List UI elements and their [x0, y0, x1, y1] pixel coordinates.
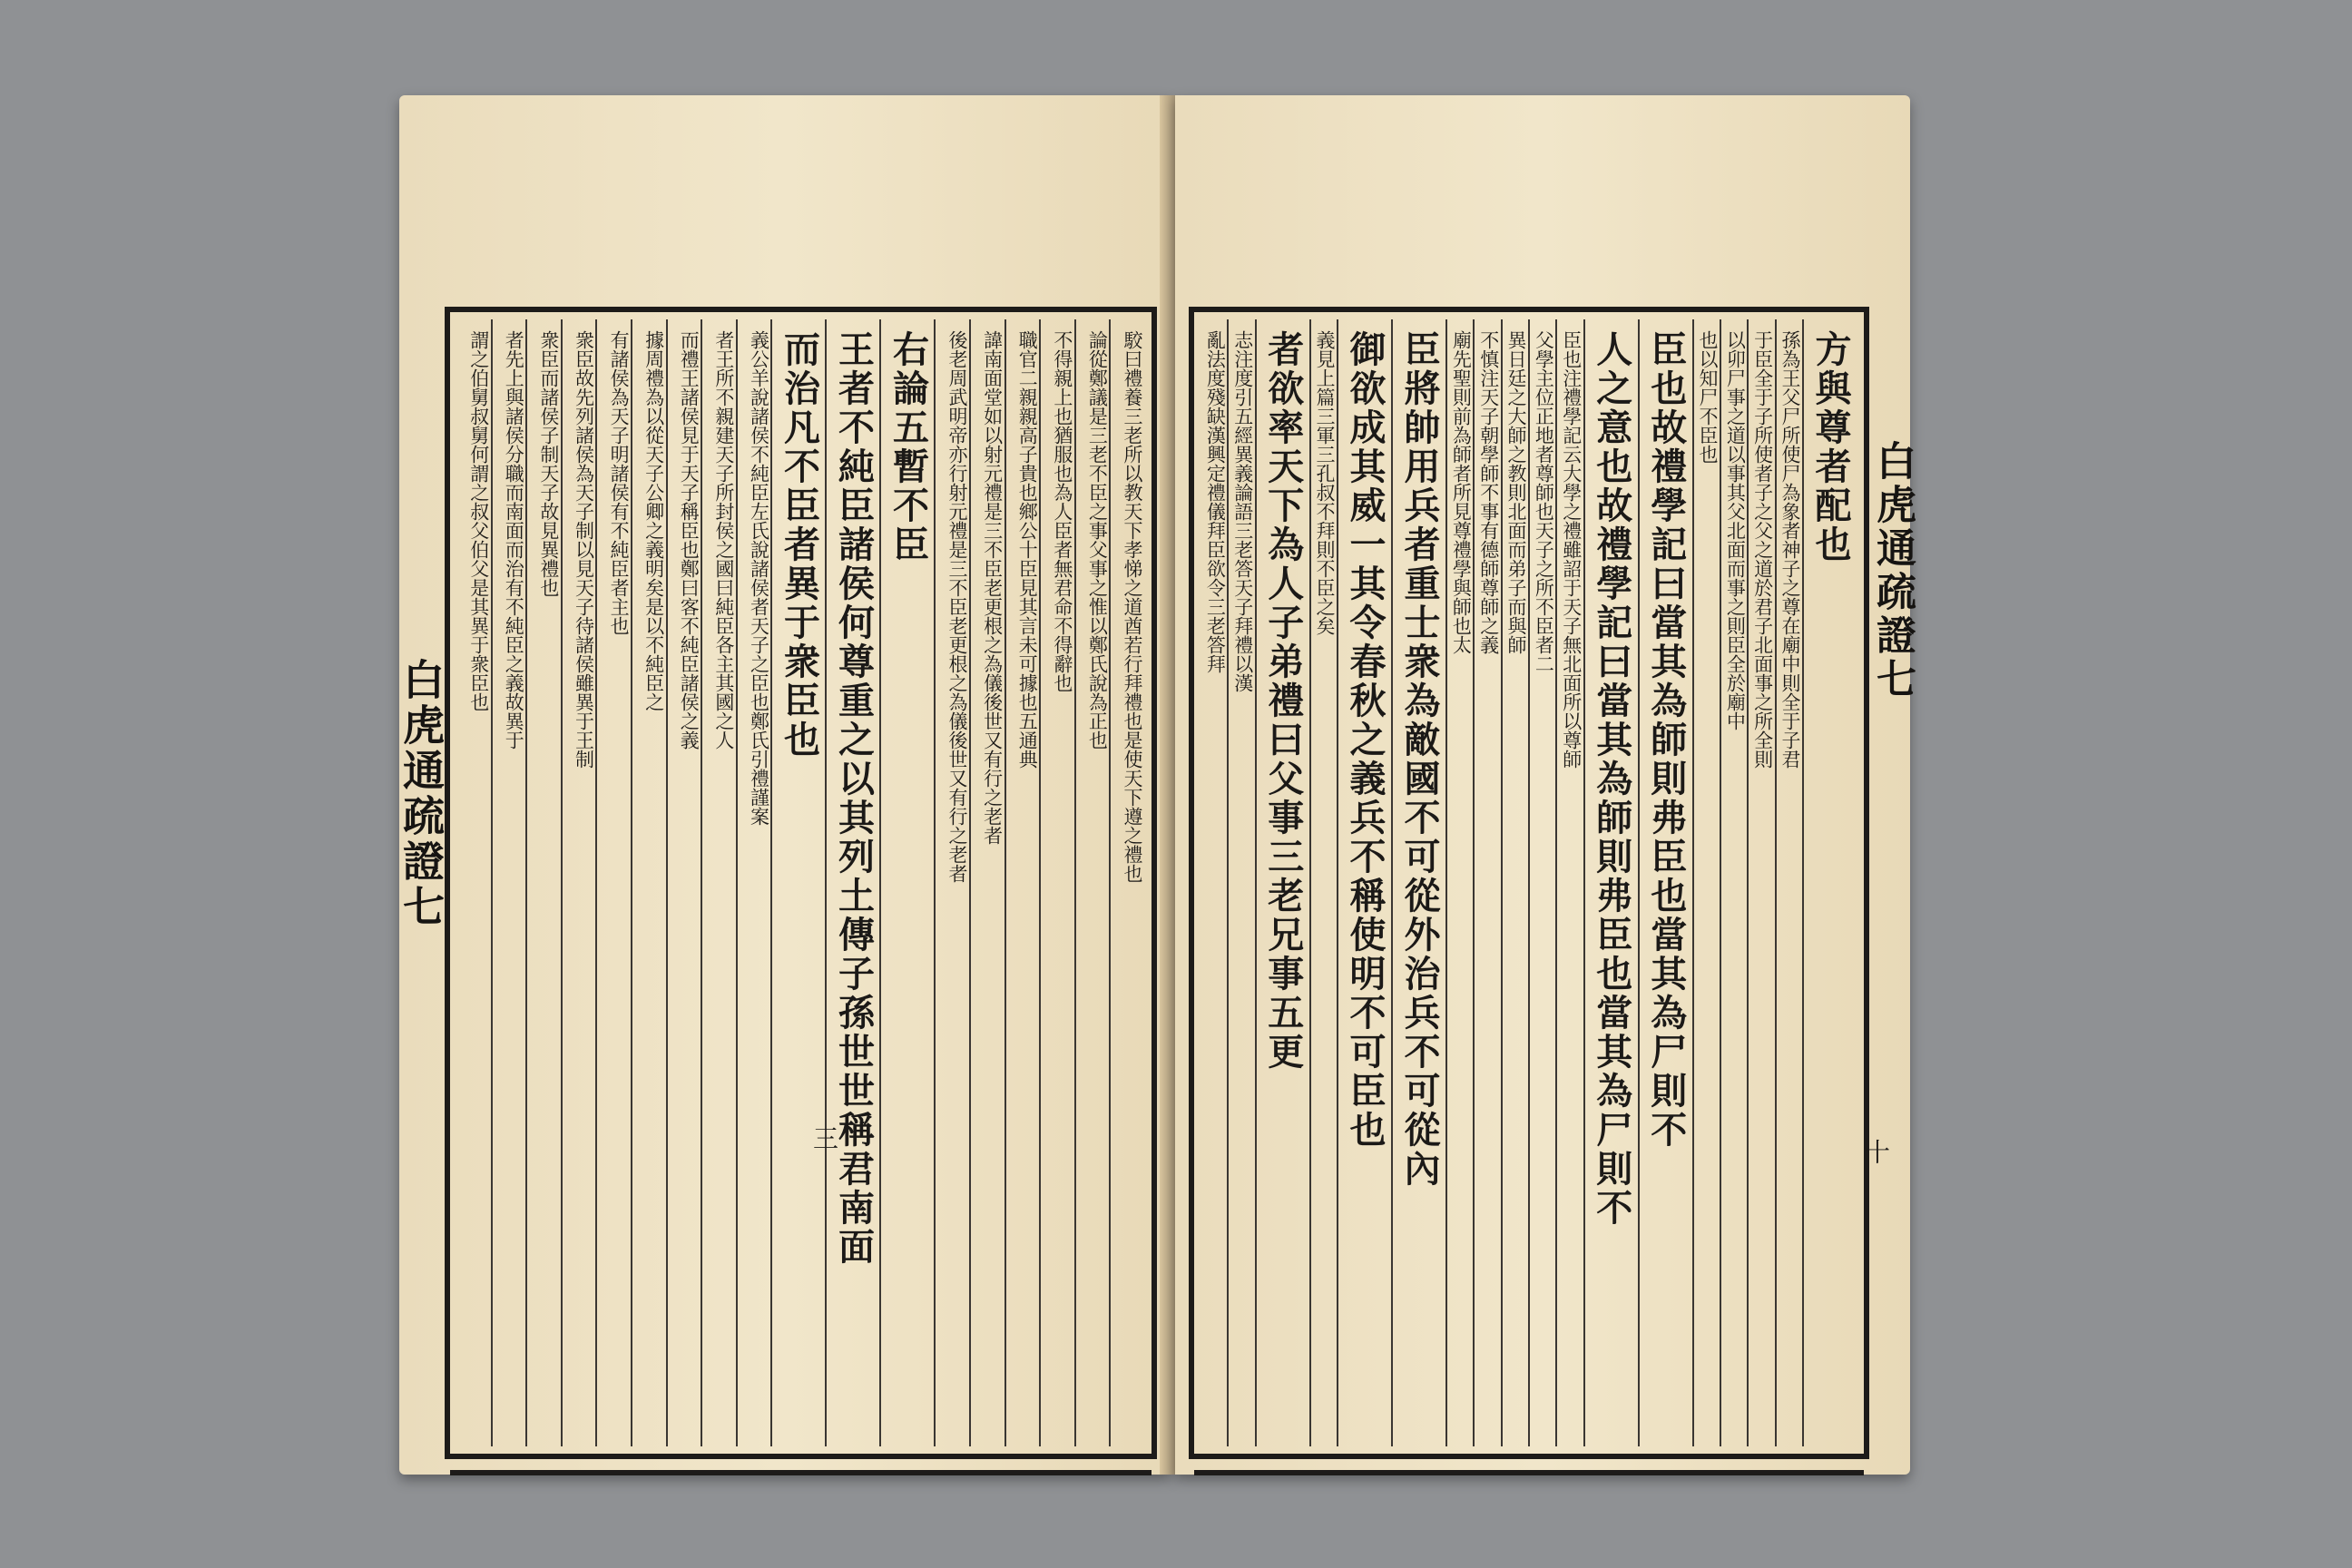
left-text-column: 據周禮為以從天子公卿之義明矣是以不純臣之 — [631, 319, 666, 1446]
right-text-column: 父學主位正地者尊師也天子之所不臣者二 — [1528, 319, 1555, 1446]
left-text-column: 衆臣而諸侯子制天子故見異禮也 — [525, 319, 561, 1446]
right-text-column: 也以知尸不臣也 — [1692, 319, 1720, 1446]
left-text-column: 諱南面堂如以射元禮是三不臣老更根之為儀後世又有行之老者 — [969, 319, 1004, 1446]
left-text-column: 論從鄭議是三老不臣之事父事之惟以鄭氏說為正也 — [1074, 319, 1110, 1446]
left-text-column: 不得親上也猶服也為人臣者無君命不得辭也 — [1039, 319, 1074, 1446]
right-text-column: 以卯尸事之道以事其父北面而事之則臣全於廟中 — [1720, 319, 1747, 1446]
right-text-column: 志注度引五經異義論語三老答天子拜禮以漢 — [1227, 319, 1254, 1446]
left-text-column: 者先上與諸侯分職而南面而治有不純臣之義故異于 — [491, 319, 526, 1446]
left-text-column: 者王所不親建天子所封侯之國曰純臣各主其國之人 — [701, 319, 736, 1446]
right-text-column: 臣也注禮學記云大學之禮雖詔于天子無北面所以尊師 — [1555, 319, 1583, 1446]
right-ear-title: 白虎通疏證七 — [1869, 440, 1916, 701]
right-text-column: 異日廷之大師之教則北面而弟子而與師 — [1501, 319, 1528, 1446]
left-text-column: 而治凡不臣者異于衆臣也 — [770, 319, 825, 1446]
right-text-column: 孫為王父尸所使尸為象者神子之尊在廟中則全于子君 — [1775, 319, 1802, 1446]
right-text-column: 者欲率天下為人子弟禮曰父事三老兄事五更 — [1255, 319, 1309, 1446]
right-text-column: 方與尊者配也 — [1802, 319, 1857, 1446]
left-ear-title: 白虎通疏證七 — [397, 658, 446, 930]
left-text-frame — [445, 307, 1157, 1459]
right-text-column: 亂法度殘缺漢興定禮儀拜臣欲令三老答拜 — [1204, 330, 1227, 673]
right-folio: 十 — [1861, 1139, 1891, 1164]
right-text-column: 臣也故禮學記曰當其為師則弗臣也當其為尸則不 — [1638, 319, 1692, 1446]
right-text-frame — [1189, 307, 1869, 1459]
left-text-column: 衆臣故先列諸侯為天子制以見天子待諸侯雖異于王制 — [561, 319, 596, 1446]
left-page — [399, 95, 1171, 1475]
left-text-column: 右論五暫不臣 — [879, 319, 934, 1446]
right-text-column: 人之意也故禮學記曰當其為師則弗臣也當其為尸則不 — [1583, 319, 1638, 1446]
left-text-column: 而禮王諸侯見于天子稱臣也鄭曰客不純臣諸侯之義 — [666, 319, 701, 1446]
left-text-column: 王者不純臣諸侯何尊重之以其列土傳子孫世世稱君南面 — [825, 319, 879, 1446]
right-text-column: 不慎注天子朝學師不事有德師尊師之義 — [1473, 319, 1500, 1446]
right-text-column: 御欲成其威一其令春秋之義兵不稱使明不可臣也 — [1337, 319, 1391, 1446]
left-bottom-rule — [450, 1470, 1152, 1475]
right-page — [1175, 95, 1916, 1475]
left-text-column: 有諸侯為天子明諸侯有不純臣者主也 — [595, 319, 631, 1446]
right-bottom-rule — [1194, 1470, 1864, 1475]
right-columns — [1201, 319, 1857, 1446]
left-text-column: 後老周武明帝亦行射元禮是三不臣老更根之為儀後世又有行之老者 — [934, 319, 969, 1446]
left-columns — [457, 319, 1144, 1446]
right-text-column: 臣將帥用兵者重士衆為敵國不可從外治兵不可從內 — [1391, 319, 1446, 1446]
left-text-column: 職官二親親高子貴也鄉公十臣見其言未可據也五通典 — [1004, 319, 1040, 1446]
left-folio: 三 — [809, 1125, 839, 1151]
left-text-column: 義公羊說諸侯不純臣左氏說諸侯者天子之臣也鄭氏引禮謹案 — [736, 319, 771, 1446]
book-spread — [397, 95, 1916, 1475]
right-text-column: 義見上篇三軍三孔叔不拜則不臣之矣 — [1309, 319, 1337, 1446]
right-text-column: 于臣全于子所使者子之父之道於君子北面事之所全則 — [1747, 319, 1774, 1446]
right-text-column: 廟先聖則前為師者所見尊禮學與師也太 — [1446, 319, 1473, 1446]
left-text-column: 駮曰禮養三老所以教天下孝悌之道酋若行拜禮也是使天下遵之禮也 — [1109, 319, 1144, 1446]
left-text-column: 謂之伯舅叔舅何謂之叔父伯父是其異于衆臣也 — [467, 330, 490, 711]
